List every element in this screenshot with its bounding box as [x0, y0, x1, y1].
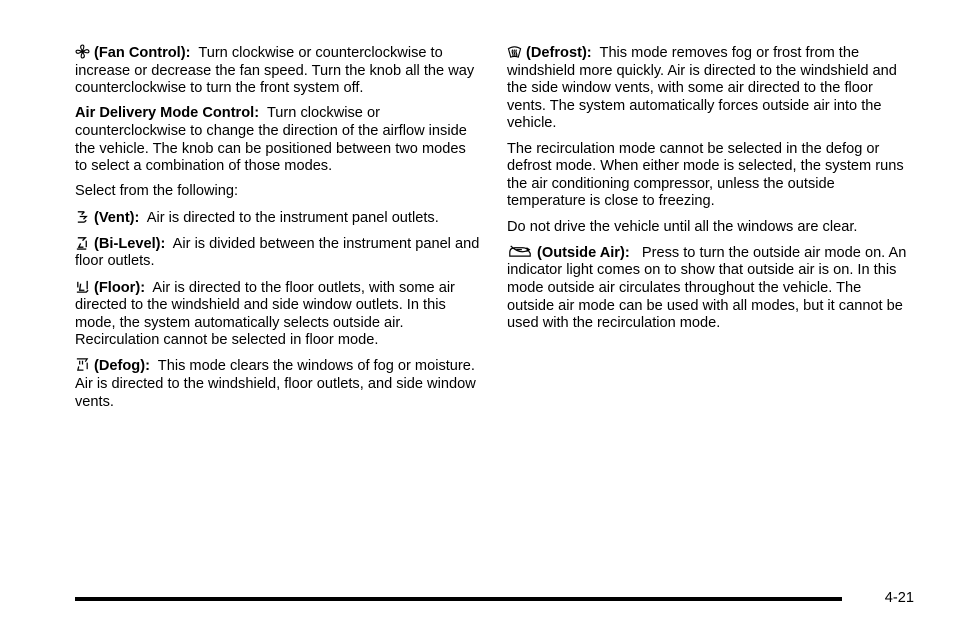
air-delivery-paragraph [75, 105, 480, 175]
outside-air-paragraph [507, 244, 911, 333]
defrost-paragraph [507, 44, 911, 133]
bilevel-term: (Bi-Level): [94, 235, 166, 252]
defrost-term: (Defrost): [526, 45, 592, 61]
defrost-icon [507, 44, 522, 59]
outside-air-text: Press to turn the outside air mode on. An indicator light comes on to show that outside air is on. In this mode outside air circulates throughout the vehicle. The outside air mode can be used with all modes, but it cannot be used with the recirculation mode. [507, 244, 907, 332]
left-column [75, 44, 480, 419]
recirculation-note: The recirculation mode cannot be selected in the defog or defrost mode. When either mode is selected, the system runs the air conditioning compressor, unless the outside temperature is close to freezing. [507, 140, 904, 210]
fan-icon [75, 44, 90, 59]
fan-control-text: Turn clockwise or counterclockwise to increase or decrease the fan speed. Turn the knob all the way counterclockwise to turn the front system off. [75, 45, 475, 97]
footer-rule [75, 597, 842, 601]
outside-air-term: (Outside Air): [537, 244, 630, 261]
bilevel-text: Air is divided between the instrument panel and floor outlets. [75, 235, 480, 270]
defog-term: (Defog): [94, 358, 150, 375]
defog-mode-icon [75, 357, 90, 372]
air-delivery-term: Air Delivery Mode Control: [75, 105, 260, 122]
defrost-text: This mode removes fog or frost from the windshield more quickly. Air is directed to the windshield and the side window vents, with some air directed to the floor vents. The system automatically forces outside air into the vehicle. [507, 45, 897, 132]
defog-paragraph [75, 357, 480, 411]
select-from-paragraph: Select from the following: [75, 183, 239, 200]
vent-term: (Vent): [94, 209, 140, 226]
floor-text: Air is directed to the floor outlets, with some air directed to the windshield and side window outlets. In this mode, the system automatically selects outside air. Recirculation cannot be selected in floor mode. [75, 279, 455, 349]
defog-text: This mode clears the windows of fog or moisture. Air is directed to the windshield, floor outlets, and side window vents. [75, 358, 476, 410]
fan-control-term: (Fan Control): [94, 45, 191, 61]
vent-text: Air is directed to the instrument panel outlets. [146, 209, 439, 226]
fan-control-paragraph [75, 44, 480, 98]
bi-level-mode-icon [75, 235, 90, 250]
floor-paragraph [75, 279, 480, 350]
right-column [507, 44, 911, 340]
air-delivery-text: Turn clockwise or counterclockwise to change the direction of the airflow inside the vehicle. The knob can be positioned between two modes to select a combination of those modes. [75, 105, 467, 175]
drive-note: Do not drive the vehicle until all the windows are clear. [507, 218, 858, 235]
outside-air-icon [507, 244, 533, 259]
floor-mode-icon [75, 279, 90, 294]
vent-paragraph [75, 209, 480, 228]
floor-term: (Floor): [94, 279, 146, 296]
bilevel-paragraph [75, 235, 480, 271]
page-number: 4-21 [884, 590, 914, 606]
vent-mode-icon [75, 209, 90, 224]
